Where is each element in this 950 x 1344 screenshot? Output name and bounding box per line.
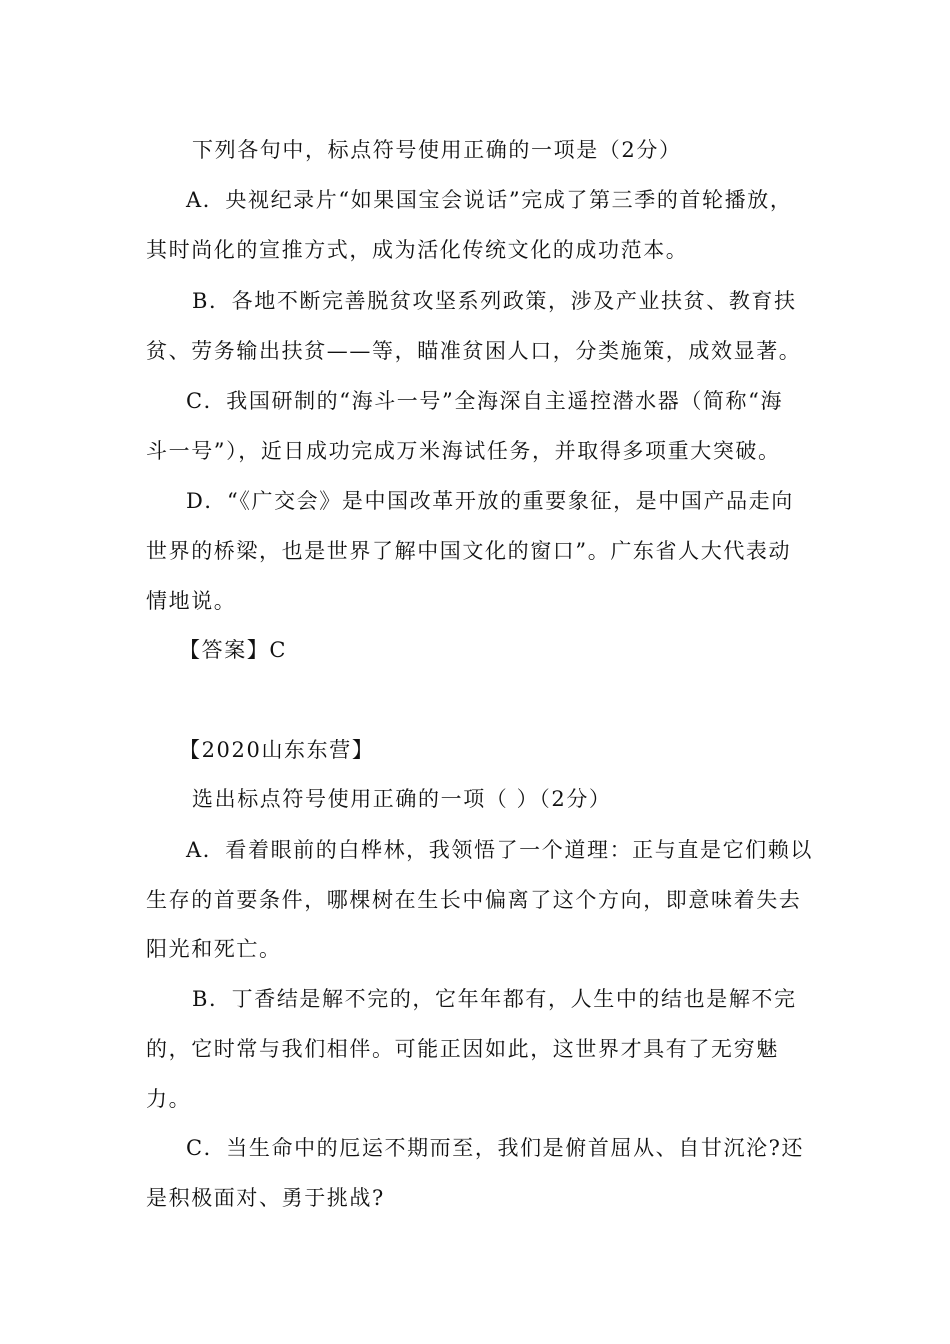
q1-option-d-line-3: 情地说。 <box>146 589 237 613</box>
q1-option-a-line-1: A．央视纪录片“如果国宝会说话”完成了第三季的首轮播放， <box>186 188 793 212</box>
q1-option-d-line-2: 世界的桥梁，也是世界了解中国文化的窗口”。广东省人大代表动 <box>146 539 792 563</box>
question-1: 下列各句中，标点符号使用正确的一项是（2分） <box>192 138 682 162</box>
q2-option-b-line-3: 力。 <box>146 1087 192 1111</box>
q2-option-b-line-2: 的，它时常与我们相伴。可能正因如此，这世界才具有了无穷魅 <box>146 1037 779 1061</box>
q1-option-c-line-1: C．我国研制的“海斗一号”全海深自主遥控潜水器（简称“海 <box>186 389 784 413</box>
q2-option-c-line-1: C．当生命中的厄运不期而至，我们是俯首屈从、自甘沉沦?还 <box>186 1136 805 1160</box>
q2-option-a-line-2: 生存的首要条件，哪棵树在生长中偏离了这个方向，即意味着失去 <box>146 888 802 912</box>
q1-option-a-line-2: 其时尚化的宣推方式，成为活化传统文化的成功范本。 <box>146 238 689 262</box>
question-2: 选出标点符号使用正确的一项（ ）（2分） <box>192 787 612 811</box>
q2-option-c-line-2: 是积极面对、勇于挑战? <box>146 1186 385 1210</box>
q2-option-a-line-1: A．看着眼前的白桦林，我领悟了一个道理：正与直是它们赖以 <box>186 838 813 862</box>
q2-option-a-line-3: 阳光和死亡。 <box>146 937 282 961</box>
q1-option-b-line-2: 贫、劳务输出扶贫——等，瞄准贫困人口，分类施策，成效显著。 <box>146 339 802 363</box>
q1-answer: 【答案】C <box>179 638 288 662</box>
q1-option-d-line-1: D．“《广交会》是中国改革开放的重要象征，是中国产品走向 <box>186 489 794 513</box>
q1-option-b-line-1: B．各地不断完善脱贫攻坚系列政策，涉及产业扶贫、教育扶 <box>192 289 797 313</box>
q2-option-b-line-1: B．丁香结是解不完的，它年年都有，人生中的结也是解不完 <box>192 987 797 1011</box>
q1-option-c-line-2: 斗一号”），近日成功完成万米海试任务，并取得多项重大突破。 <box>146 439 781 463</box>
q2-source: 【2020山东东营】 <box>179 738 375 762</box>
